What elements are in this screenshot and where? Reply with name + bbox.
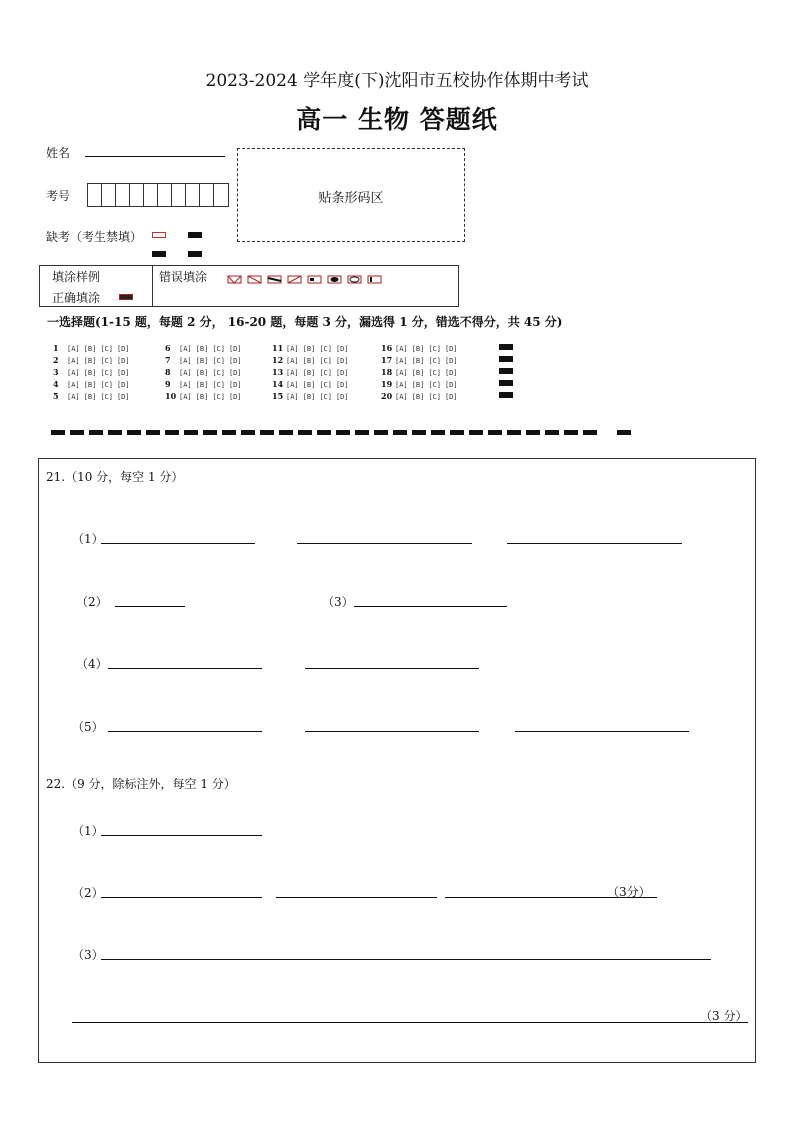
question-number: 2 (53, 355, 59, 365)
question-number: 4 (53, 379, 59, 389)
mc-row[interactable] (381, 379, 462, 389)
id-digit-cell[interactable] (158, 184, 172, 206)
option-a[interactable]: [A] (67, 369, 80, 377)
question-number: 8 (165, 367, 171, 377)
option-d[interactable]: [D] (116, 393, 130, 401)
question-number: 18 (381, 367, 393, 377)
barcode-area (237, 148, 465, 242)
timing-mark (188, 232, 202, 238)
mc-row[interactable] (53, 367, 134, 377)
timing-mark (499, 356, 513, 362)
option-c[interactable]: [C] (319, 393, 332, 401)
option-d[interactable]: [D] (444, 369, 458, 377)
mc-row[interactable] (381, 391, 462, 401)
timing-strip (0, 0, 794, 1)
option-a[interactable]: [A] (286, 345, 299, 353)
option-c[interactable]: [C] (319, 345, 332, 353)
q21-part2-label: （2） (76, 595, 108, 609)
subject-title: 高一 生物 答题纸 (296, 105, 498, 134)
mc-row[interactable] (165, 391, 246, 401)
option-b[interactable]: [B] (302, 369, 316, 377)
mc-row[interactable] (165, 343, 246, 353)
answer-blank[interactable] (108, 668, 262, 669)
option-b[interactable]: [B] (411, 357, 425, 365)
option-d[interactable]: [D] (228, 357, 242, 365)
option-a[interactable]: [A] (179, 345, 192, 353)
correct-fill-sample (119, 294, 133, 300)
mc-row[interactable] (381, 343, 462, 353)
answer-area (38, 458, 756, 1063)
absent-checkbox[interactable] (152, 232, 166, 238)
option-a[interactable]: [A] (67, 393, 80, 401)
mc-row[interactable] (53, 355, 134, 365)
option-c[interactable]: [C] (100, 345, 113, 353)
answer-blank[interactable] (115, 606, 185, 607)
option-d[interactable]: [D] (116, 357, 130, 365)
mc-section-heading: 一选择题(1-15 题，每题 2 分， 16-20 题，每题 3 分，漏选得 1 分，错选不得分，共 45 分) (47, 315, 563, 329)
timing-mark (499, 344, 513, 350)
mc-row[interactable] (272, 343, 353, 353)
question-number: 11 (272, 343, 284, 353)
q21-part3-label: （3） (322, 595, 354, 609)
answer-blank[interactable] (101, 835, 262, 836)
q22-part2-score: （3分） (607, 885, 651, 899)
id-digit-cell[interactable] (144, 184, 158, 206)
option-c[interactable]: [C] (100, 381, 113, 389)
option-c[interactable]: [C] (212, 345, 225, 353)
question-number: 5 (53, 391, 59, 401)
option-a[interactable]: [A] (286, 393, 299, 401)
option-d[interactable]: [D] (116, 381, 130, 389)
name-label: 姓名 (46, 146, 71, 160)
question-number: 10 (165, 391, 177, 401)
timing-mark (152, 251, 166, 257)
option-d[interactable]: [D] (116, 345, 130, 353)
option-c[interactable]: [C] (100, 369, 113, 377)
question-number: 16 (381, 343, 393, 353)
option-a[interactable]: [A] (395, 345, 408, 353)
option-a[interactable]: [A] (67, 357, 80, 365)
mc-row[interactable] (165, 379, 246, 389)
id-label: 考号 (46, 189, 71, 203)
option-b[interactable]: [B] (83, 357, 97, 365)
answer-blank[interactable] (297, 543, 472, 544)
option-d[interactable]: [D] (228, 393, 242, 401)
option-a[interactable]: [A] (395, 369, 408, 377)
q22-part2-label: （2） (72, 886, 104, 900)
id-digit-cell[interactable] (214, 184, 228, 206)
option-d[interactable]: [D] (335, 345, 349, 353)
option-b[interactable]: [B] (411, 345, 425, 353)
option-c[interactable]: [C] (319, 357, 332, 365)
mc-row[interactable] (272, 355, 353, 365)
option-b[interactable]: [B] (195, 357, 209, 365)
correct-label: 正确填涂 (52, 291, 101, 305)
answer-blank[interactable] (515, 731, 689, 732)
option-d[interactable]: [D] (335, 369, 349, 377)
option-c[interactable]: [C] (212, 381, 225, 389)
mc-row[interactable] (53, 379, 134, 389)
mc-row[interactable] (165, 355, 246, 365)
exam-title: 2023-2024 学年度(下)沈阳市五校协作体期中考试 (205, 71, 589, 91)
option-c[interactable]: [C] (428, 345, 441, 353)
question-number: 12 (272, 355, 284, 365)
option-c[interactable]: [C] (100, 357, 113, 365)
question-number: 13 (272, 367, 284, 377)
answer-blank[interactable] (305, 668, 479, 669)
question-number: 15 (272, 391, 284, 401)
option-a[interactable]: [A] (395, 357, 408, 365)
answer-blank[interactable] (305, 731, 479, 732)
q22-heading: 22.（9 分，除标注外，每空 1 分） (46, 777, 236, 791)
option-a[interactable]: [A] (67, 381, 80, 389)
question-number: 1 (53, 343, 59, 353)
mc-row[interactable] (381, 367, 462, 377)
option-c[interactable]: [C] (428, 357, 441, 365)
option-d[interactable]: [D] (444, 345, 458, 353)
option-d[interactable]: [D] (444, 357, 458, 365)
question-number: 7 (165, 355, 171, 365)
option-a[interactable]: [A] (286, 357, 299, 365)
question-number: 14 (272, 379, 284, 389)
answer-blank[interactable] (72, 1022, 748, 1023)
option-a[interactable]: [A] (67, 345, 80, 353)
option-b[interactable]: [B] (83, 393, 97, 401)
option-c[interactable]: [C] (428, 393, 441, 401)
mc-row[interactable] (381, 355, 462, 365)
mc-row[interactable] (272, 391, 353, 401)
name-field[interactable] (85, 156, 225, 157)
id-digit-cell[interactable] (130, 184, 144, 206)
option-c[interactable]: [C] (212, 393, 225, 401)
answer-blank[interactable] (354, 606, 507, 607)
question-number: 3 (53, 367, 59, 377)
timing-mark (188, 251, 202, 257)
question-number: 20 (381, 391, 393, 401)
option-b[interactable]: [B] (195, 369, 209, 377)
option-d[interactable]: [D] (228, 345, 242, 353)
option-b[interactable]: [B] (83, 345, 97, 353)
q21-part4-label: （4） (76, 657, 108, 671)
option-d[interactable]: [D] (444, 393, 458, 401)
question-number: 6 (165, 343, 171, 353)
option-c[interactable]: [C] (100, 393, 113, 401)
option-c[interactable]: [C] (319, 381, 332, 389)
option-b[interactable]: [B] (195, 393, 209, 401)
mc-row[interactable] (53, 343, 134, 353)
answer-blank[interactable] (108, 731, 262, 732)
question-number: 17 (381, 355, 393, 365)
option-b[interactable]: [B] (411, 369, 425, 377)
question-number: 19 (381, 379, 393, 389)
option-b[interactable]: [B] (302, 393, 316, 401)
option-d[interactable]: [D] (228, 369, 242, 377)
option-b[interactable]: [B] (411, 381, 425, 389)
q22-part3-score: （3 分） (700, 1009, 748, 1023)
q22-part1-label: （1） (72, 824, 104, 838)
option-b[interactable]: [B] (195, 381, 209, 389)
wrong-label: 错误填涂 (159, 270, 208, 284)
mc-row[interactable] (272, 367, 353, 377)
id-digit-cell[interactable] (200, 184, 214, 206)
option-b[interactable]: [B] (195, 345, 209, 353)
option-c[interactable]: [C] (212, 369, 225, 377)
option-d[interactable]: [D] (116, 369, 130, 377)
option-d[interactable]: [D] (335, 381, 349, 389)
option-a[interactable]: [A] (395, 381, 408, 389)
option-b[interactable]: [B] (302, 357, 316, 365)
timing-mark (499, 392, 513, 398)
mc-row[interactable] (165, 367, 246, 377)
option-a[interactable]: [A] (286, 369, 299, 377)
option-a[interactable]: [A] (286, 381, 299, 389)
option-d[interactable]: [D] (444, 381, 458, 389)
answer-blank[interactable] (507, 543, 682, 544)
option-b[interactable]: [B] (302, 345, 316, 353)
option-c[interactable]: [C] (428, 369, 441, 377)
id-digit-cell[interactable] (88, 184, 102, 206)
timing-mark (499, 368, 513, 374)
id-digit-cell[interactable] (102, 184, 116, 206)
mc-row[interactable] (272, 379, 353, 389)
barcode-label: 贴条形码区 (318, 191, 384, 206)
timing-mark (499, 380, 513, 386)
option-d[interactable]: [D] (335, 357, 349, 365)
absent-label: 缺考（考生禁填） (46, 230, 143, 244)
q21-part5-label: （5） (72, 720, 104, 734)
option-a[interactable]: [A] (179, 357, 192, 365)
id-digit-cell[interactable] (172, 184, 186, 206)
option-a[interactable]: [A] (179, 393, 192, 401)
q21-heading: 21.（10 分，每空 1 分） (46, 470, 184, 484)
id-digit-cell[interactable] (186, 184, 200, 206)
option-a[interactable]: [A] (395, 393, 408, 401)
answer-blank[interactable] (101, 897, 262, 898)
wrong-fill-samples (227, 271, 387, 290)
option-d[interactable]: [D] (335, 393, 349, 401)
option-b[interactable]: [B] (411, 393, 425, 401)
option-a[interactable]: [A] (179, 381, 192, 389)
id-digit-cell[interactable] (116, 184, 130, 206)
q21-part1-label: （1） (72, 532, 104, 546)
id-number-boxes[interactable] (87, 183, 229, 207)
option-a[interactable]: [A] (179, 369, 192, 377)
option-b[interactable]: [B] (83, 381, 97, 389)
fill-legend (39, 265, 459, 307)
option-c[interactable]: [C] (319, 369, 332, 377)
mc-row[interactable] (53, 391, 134, 401)
answer-blank[interactable] (276, 897, 437, 898)
option-b[interactable]: [B] (83, 369, 97, 377)
option-c[interactable]: [C] (428, 381, 441, 389)
answer-blank[interactable] (101, 543, 255, 544)
q22-part3-label: （3） (72, 948, 104, 962)
option-d[interactable]: [D] (228, 381, 242, 389)
question-number: 9 (165, 379, 171, 389)
answer-blank[interactable] (101, 959, 711, 960)
wrong-marks-icon (227, 274, 387, 286)
sample-label: 填涂样例 (52, 270, 101, 284)
option-b[interactable]: [B] (302, 381, 316, 389)
option-c[interactable]: [C] (212, 357, 225, 365)
